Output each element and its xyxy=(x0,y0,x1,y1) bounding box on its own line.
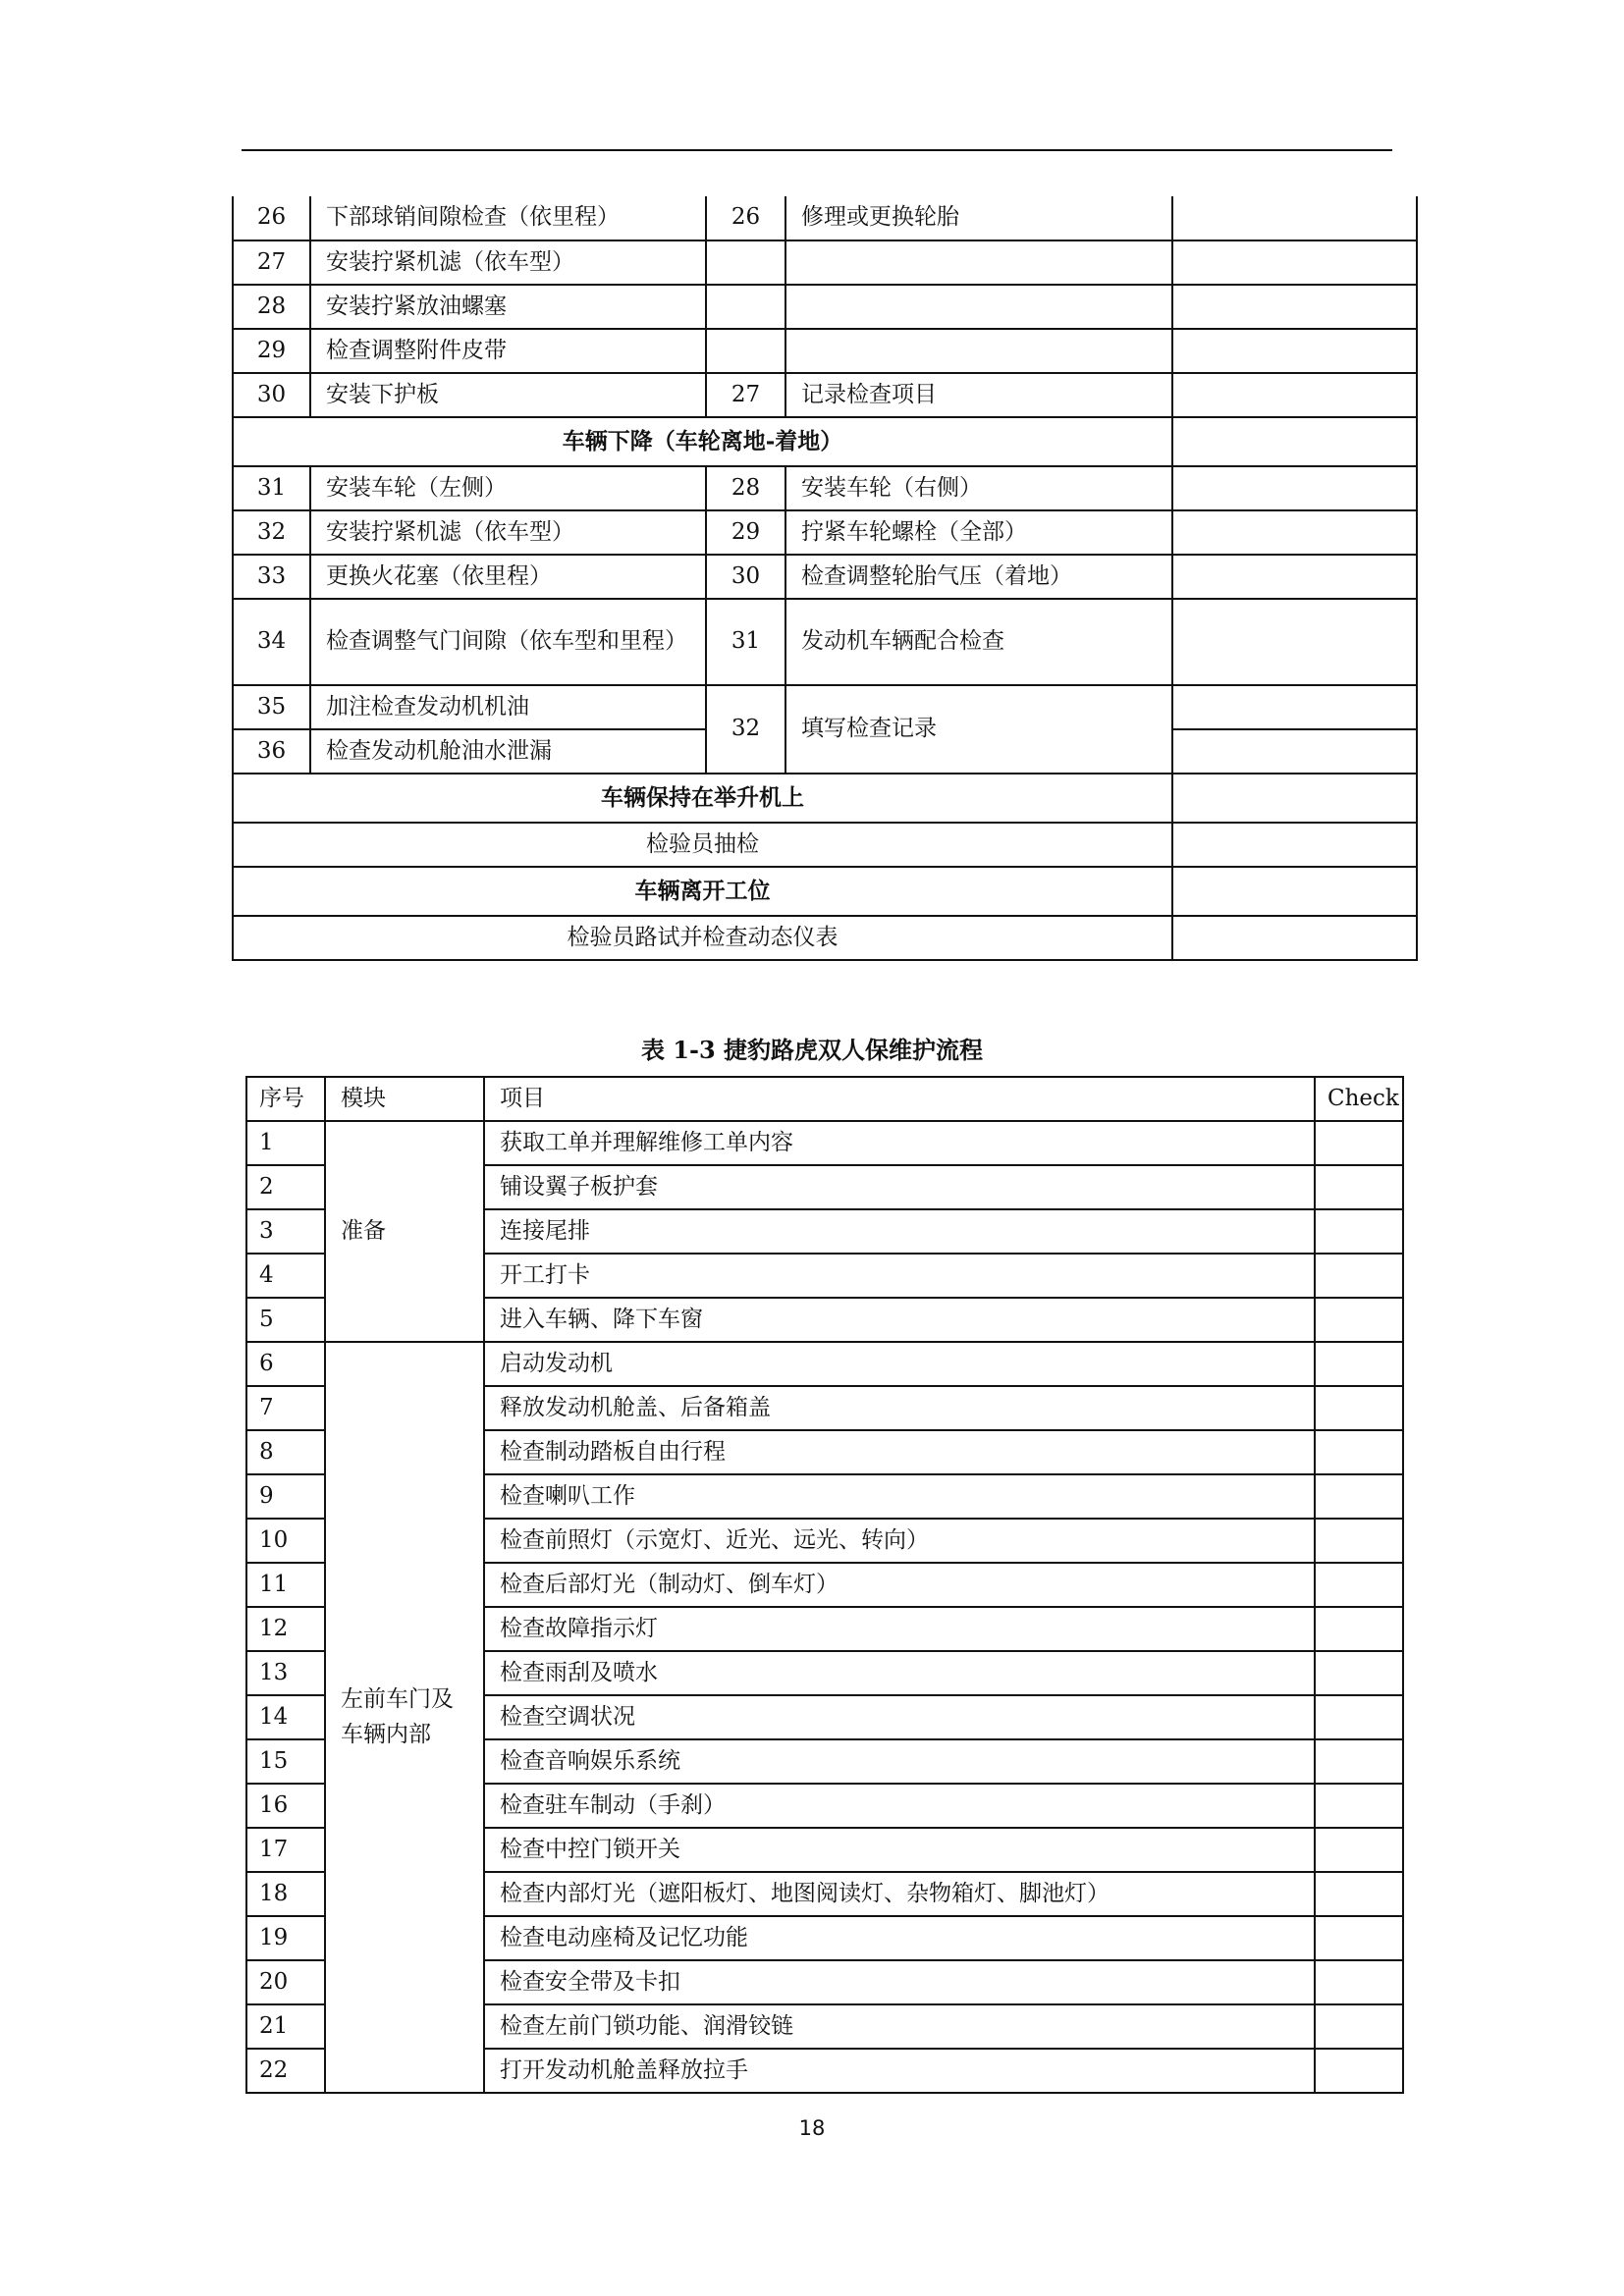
step-text-right: 发动机车辆配合检查 xyxy=(785,599,1172,685)
section-row xyxy=(233,867,1417,916)
step-number-left: 30 xyxy=(233,373,310,417)
table-row xyxy=(233,240,1417,285)
item-cell: 检查后部灯光（制动灯、倒车灯） xyxy=(484,1563,1315,1607)
seq-cell: 15 xyxy=(246,1739,325,1784)
inspector-spot-check: 检验员抽检 xyxy=(233,823,1172,867)
item-cell: 检查驻车制动（手刹） xyxy=(484,1784,1315,1828)
check-cell xyxy=(1315,1739,1403,1784)
header-check: Check xyxy=(1315,1077,1403,1121)
seq-cell: 8 xyxy=(246,1430,325,1474)
module-cabin: 左前车门及车辆内部 xyxy=(325,1342,484,2093)
table-row xyxy=(246,1121,1403,1165)
table-row xyxy=(233,599,1417,685)
seq-cell: 20 xyxy=(246,1960,325,2004)
item-cell: 检查安全带及卡扣 xyxy=(484,1960,1315,2004)
step-text-left: 安装拧紧放油螺塞 xyxy=(310,285,706,329)
check-cell xyxy=(1315,1165,1403,1209)
step-text-right xyxy=(785,329,1172,373)
check-cell xyxy=(1172,329,1417,373)
check-cell xyxy=(1315,1651,1403,1695)
seq-cell: 17 xyxy=(246,1828,325,1872)
seq-cell: 6 xyxy=(246,1342,325,1386)
step-number-right xyxy=(706,240,785,285)
item-cell: 检查故障指示灯 xyxy=(484,1607,1315,1651)
step-text-left: 下部球销间隙检查（依里程） xyxy=(310,196,706,240)
step-number-left: 26 xyxy=(233,196,310,240)
item-cell: 检查音响娱乐系统 xyxy=(484,1739,1315,1784)
seq-cell: 11 xyxy=(246,1563,325,1607)
step-text-right: 修理或更换轮胎 xyxy=(785,196,1172,240)
item-cell: 检查雨刮及喷水 xyxy=(484,1651,1315,1695)
step-text-left: 检查发动机舱油水泄漏 xyxy=(310,729,706,774)
table-caption: 表 1-3 捷豹路虎双人保维护流程 xyxy=(640,1036,984,1064)
check-cell xyxy=(1172,196,1417,240)
table-row xyxy=(233,916,1417,960)
inspector-road-test: 检验员路试并检查动态仪表 xyxy=(233,916,1172,960)
step-number-left: 36 xyxy=(233,729,310,774)
check-cell xyxy=(1315,1430,1403,1474)
table-row xyxy=(233,555,1417,599)
check-cell xyxy=(1315,1607,1403,1651)
table-row xyxy=(233,823,1417,867)
table-row xyxy=(233,373,1417,417)
check-cell xyxy=(1315,2004,1403,2049)
step-number-right: 30 xyxy=(706,555,785,599)
table-header-row xyxy=(246,1077,1403,1121)
check-cell xyxy=(1172,729,1417,774)
section-heading-vehicle-on-lift: 车辆保持在举升机上 xyxy=(233,774,1172,823)
header-rule xyxy=(242,149,1392,151)
table-row xyxy=(233,466,1417,510)
check-cell xyxy=(1315,1474,1403,1519)
step-number-left: 31 xyxy=(233,466,310,510)
seq-cell: 2 xyxy=(246,1165,325,1209)
seq-cell: 22 xyxy=(246,2049,325,2093)
section-row xyxy=(233,774,1417,823)
item-cell: 检查喇叭工作 xyxy=(484,1474,1315,1519)
section-row xyxy=(233,417,1417,466)
item-cell: 检查电动座椅及记忆功能 xyxy=(484,1916,1315,1960)
seq-cell: 14 xyxy=(246,1695,325,1739)
step-number-left: 33 xyxy=(233,555,310,599)
step-text-right: 安装车轮（右侧） xyxy=(785,466,1172,510)
header-item: 项目 xyxy=(484,1077,1315,1121)
step-number-left: 34 xyxy=(233,599,310,685)
step-text-left: 更换火花塞（依里程） xyxy=(310,555,706,599)
item-cell: 检查左前门锁功能、润滑铰链 xyxy=(484,2004,1315,2049)
item-cell: 进入车辆、降下车窗 xyxy=(484,1298,1315,1342)
item-cell: 检查前照灯（示宽灯、近光、远光、转向） xyxy=(484,1519,1315,1563)
check-cell xyxy=(1315,1916,1403,1960)
check-cell xyxy=(1315,1784,1403,1828)
seq-cell: 9 xyxy=(246,1474,325,1519)
seq-cell: 18 xyxy=(246,1872,325,1916)
check-cell xyxy=(1315,1298,1403,1342)
step-number-right xyxy=(706,329,785,373)
seq-cell: 7 xyxy=(246,1386,325,1430)
check-cell xyxy=(1172,685,1417,729)
check-cell xyxy=(1172,774,1417,823)
check-cell xyxy=(1315,1342,1403,1386)
step-text-left: 检查调整附件皮带 xyxy=(310,329,706,373)
table-row xyxy=(246,1342,1403,1386)
item-cell: 连接尾排 xyxy=(484,1209,1315,1254)
table-row xyxy=(233,285,1417,329)
item-cell: 开工打卡 xyxy=(484,1254,1315,1298)
check-cell xyxy=(1315,1872,1403,1916)
check-cell xyxy=(1172,285,1417,329)
seq-cell: 16 xyxy=(246,1784,325,1828)
step-text-left: 加注检查发动机机油 xyxy=(310,685,706,729)
check-cell xyxy=(1315,1519,1403,1563)
item-cell: 释放发动机舱盖、后备箱盖 xyxy=(484,1386,1315,1430)
check-cell xyxy=(1172,373,1417,417)
check-cell xyxy=(1172,823,1417,867)
header-module: 模块 xyxy=(325,1077,484,1121)
section-heading-vehicle-lowering: 车辆下降（车轮离地-着地） xyxy=(233,417,1172,466)
item-cell: 启动发动机 xyxy=(484,1342,1315,1386)
page-number: 18 xyxy=(798,2116,826,2140)
seq-cell: 5 xyxy=(246,1298,325,1342)
table-row xyxy=(233,196,1417,240)
table-row xyxy=(233,685,1417,729)
seq-cell: 3 xyxy=(246,1209,325,1254)
step-number-right: 31 xyxy=(706,599,785,685)
check-cell xyxy=(1172,417,1417,466)
step-number-left: 29 xyxy=(233,329,310,373)
step-text-right: 拧紧车轮螺栓（全部） xyxy=(785,510,1172,555)
seq-cell: 4 xyxy=(246,1254,325,1298)
item-cell: 打开发动机舱盖释放拉手 xyxy=(484,2049,1315,2093)
check-cell xyxy=(1315,1121,1403,1165)
step-number-right xyxy=(706,285,785,329)
header-seq: 序号 xyxy=(246,1077,325,1121)
module-prep: 准备 xyxy=(325,1121,484,1342)
step-number-right: 28 xyxy=(706,466,785,510)
step-text-right: 记录检查项目 xyxy=(785,373,1172,417)
step-number-left: 28 xyxy=(233,285,310,329)
check-cell xyxy=(1315,1209,1403,1254)
step-text-right: 检查调整轮胎气压（着地） xyxy=(785,555,1172,599)
table-row xyxy=(233,510,1417,555)
check-cell xyxy=(1172,466,1417,510)
item-cell: 检查制动踏板自由行程 xyxy=(484,1430,1315,1474)
check-cell xyxy=(1172,916,1417,960)
check-cell xyxy=(1172,867,1417,916)
step-number-left: 27 xyxy=(233,240,310,285)
check-cell xyxy=(1315,1695,1403,1739)
step-number-right: 32 xyxy=(706,685,785,774)
item-cell: 铺设翼子板护套 xyxy=(484,1165,1315,1209)
step-text-right: 填写检查记录 xyxy=(785,685,1172,774)
item-cell: 检查空调状况 xyxy=(484,1695,1315,1739)
step-number-right: 29 xyxy=(706,510,785,555)
check-cell xyxy=(1315,2049,1403,2093)
step-text-left: 安装车轮（左侧） xyxy=(310,466,706,510)
seq-cell: 21 xyxy=(246,2004,325,2049)
step-text-left: 检查调整气门间隙（依车型和里程） xyxy=(310,599,706,685)
check-cell xyxy=(1315,1960,1403,2004)
step-text-right xyxy=(785,285,1172,329)
seq-cell: 10 xyxy=(246,1519,325,1563)
seq-cell: 1 xyxy=(246,1121,325,1165)
step-number-left: 35 xyxy=(233,685,310,729)
seq-cell: 13 xyxy=(246,1651,325,1695)
check-cell xyxy=(1315,1563,1403,1607)
step-text-left: 安装拧紧机滤（依车型） xyxy=(310,510,706,555)
step-text-left: 安装拧紧机滤（依车型） xyxy=(310,240,706,285)
check-cell xyxy=(1172,555,1417,599)
step-number-right: 27 xyxy=(706,373,785,417)
step-text-right xyxy=(785,240,1172,285)
maintenance-table-continued xyxy=(232,196,1418,961)
check-cell xyxy=(1172,240,1417,285)
check-cell xyxy=(1172,510,1417,555)
step-number-right: 26 xyxy=(706,196,785,240)
seq-cell: 12 xyxy=(246,1607,325,1651)
check-cell xyxy=(1315,1828,1403,1872)
item-cell: 检查内部灯光（遮阳板灯、地图阅读灯、杂物箱灯、脚池灯） xyxy=(484,1872,1315,1916)
check-cell xyxy=(1315,1254,1403,1298)
item-cell: 检查中控门锁开关 xyxy=(484,1828,1315,1872)
item-cell: 获取工单并理解维修工单内容 xyxy=(484,1121,1315,1165)
step-number-left: 32 xyxy=(233,510,310,555)
two-person-maintenance-table xyxy=(245,1076,1404,2094)
table-row xyxy=(233,329,1417,373)
section-heading-vehicle-leaves: 车辆离开工位 xyxy=(233,867,1172,916)
check-cell xyxy=(1172,599,1417,685)
check-cell xyxy=(1315,1386,1403,1430)
seq-cell: 19 xyxy=(246,1916,325,1960)
step-text-left: 安装下护板 xyxy=(310,373,706,417)
